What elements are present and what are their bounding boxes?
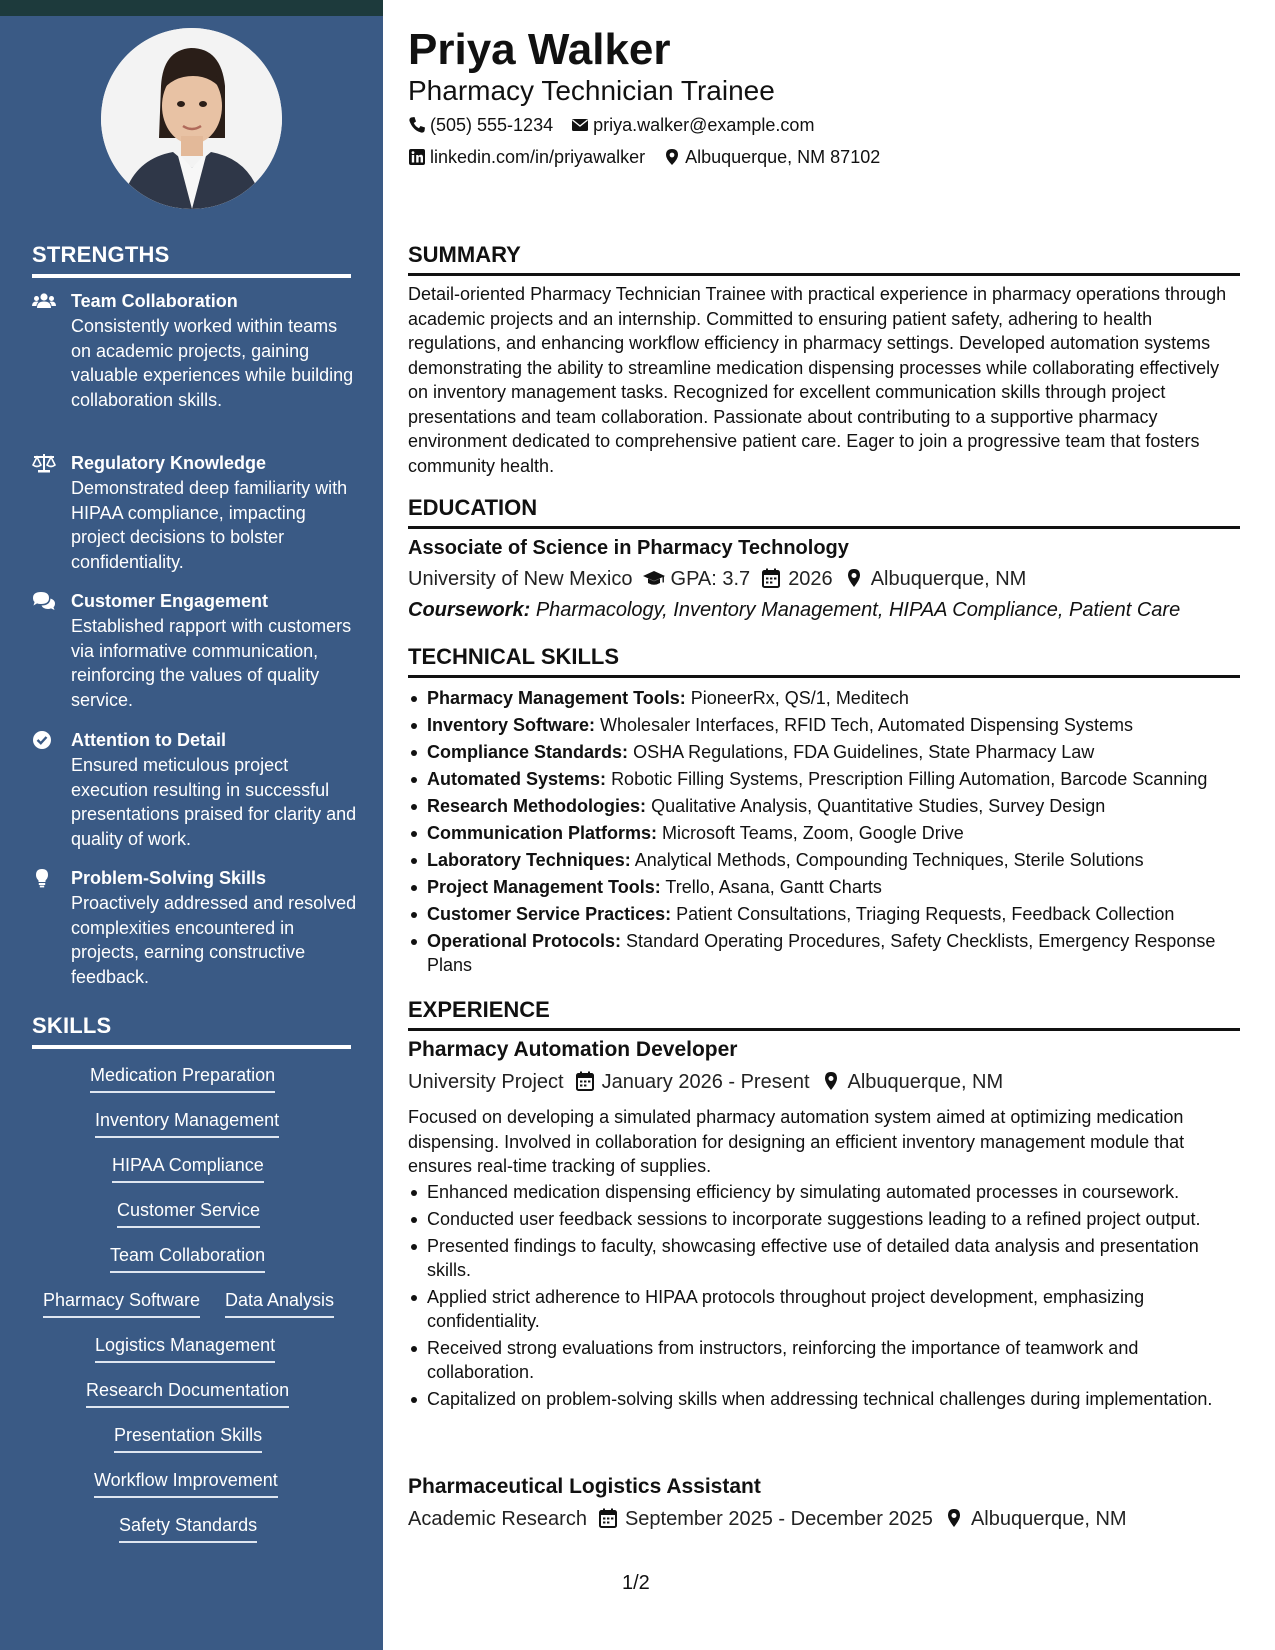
strength-title: Problem-Solving Skills <box>71 868 267 888</box>
summary-text: Detail-oriented Pharmacy Technician Trainee with practical experience in pharmacy operations through academic projects and an internship. Committed to ensuring patient safety, adhering to health regulations, and enhancing workflow efficiency in pharmacy settings. Developed automation systems demonstrating the ability to streamline medication dispensing processes while collaborating effectively on inventory management tasks. Recognized for excellent communication skills through project presentations and team collaboration. Passionate about contributing to a supportive pharmacy environment dedicated to comprehensive patient care. Eager to join a progressive team that fosters community health. <box>408 284 1227 476</box>
scale-icon <box>32 453 56 473</box>
list-item: Applied strict adherence to HIPAA protocols throughout project development, emphasizing confidentiality. <box>408 1285 1240 1333</box>
map-marker-icon <box>843 568 865 588</box>
strength-item <box>32 451 352 572</box>
phone-icon <box>408 116 426 134</box>
envelope-icon <box>571 116 589 134</box>
skill-label: Communication Platforms: <box>427 823 658 843</box>
list-item <box>408 767 1240 791</box>
list-item: Presented findings to faculty, showcasing effective use of detailed data analysis and presentation skills. <box>408 1234 1240 1282</box>
linkedin-icon <box>408 148 426 166</box>
skill-label: Compliance Standards: <box>427 742 629 762</box>
education-heading: EDUCATION <box>408 495 1240 529</box>
job-location: Albuquerque, NM <box>970 1508 1127 1530</box>
school-name: University of New Mexico <box>408 568 633 590</box>
skill-value: Microsoft Teams, Zoom, Google Drive <box>662 823 964 843</box>
candidate-title: Pharmacy Technician Trainee <box>408 75 775 106</box>
job-description: Focused on developing a simulated pharmacy automation system aimed at optimizing medication dispensing. Involved in collaboration for designing an efficient inventory management module that ensures real-time tracking of supplies. <box>408 1107 1185 1176</box>
job-bullets <box>408 1180 1240 1411</box>
map-marker-icon <box>943 1508 965 1528</box>
degree-title: Associate of Science in Pharmacy Technology <box>408 537 849 559</box>
skill-value: Trello, Asana, Gantt Charts <box>665 877 882 897</box>
email-link[interactable]: priya.walker@example.com <box>593 115 815 135</box>
strength-desc: Consistently worked within teams on academic projects, gaining valuable experiences while building collaboration skills. <box>71 316 354 410</box>
skill-tag: Presentation Skills <box>114 1423 262 1453</box>
strength-item <box>32 866 357 987</box>
strength-item <box>32 289 352 419</box>
list-item: Enhanced medication dispensing efficiency by simulating automated processes in coursework. <box>408 1180 1240 1204</box>
job-title: Pharmaceutical Logistics Assistant <box>408 1475 761 1498</box>
check-circle-icon <box>32 730 56 750</box>
coursework-line <box>408 597 1180 623</box>
list-item: Capitalized on problem-solving skills when addressing technical challenges during implementation. <box>408 1387 1240 1411</box>
strength-title: Team Collaboration <box>71 291 238 311</box>
list-item: Conducted user feedback sessions to incorporate suggestions leading to a refined project output. <box>408 1207 1240 1231</box>
strength-title: Regulatory Knowledge <box>71 453 267 473</box>
skill-label: Automated Systems: <box>427 769 607 789</box>
skill-tag: Safety Standards <box>119 1513 257 1543</box>
skill-label: Operational Protocols: <box>427 931 622 951</box>
job-org: Academic Research <box>408 1508 587 1530</box>
education-meta <box>408 566 1026 592</box>
skill-label: Project Management Tools: <box>427 877 661 897</box>
skill-value: Standard Operating Procedures, Safety Checklists, Emergency Response Plans <box>427 931 1216 975</box>
list-item <box>408 875 1240 899</box>
skill-tag: Pharmacy Software <box>43 1288 200 1318</box>
list-item <box>408 713 1240 737</box>
skill-tag: Research Documentation <box>86 1378 289 1408</box>
skill-label: Inventory Software: <box>427 715 596 735</box>
skill-tag: Customer Service <box>117 1198 260 1228</box>
strength-title: Customer Engagement <box>71 591 269 611</box>
skill-tag: Workflow Improvement <box>94 1468 278 1498</box>
list-item <box>408 686 1240 710</box>
coursework-text: Pharmacology, Inventory Management, HIPAA Compliance, Patient Care <box>535 599 1181 621</box>
calendar-icon <box>574 1071 596 1091</box>
linkedin-link[interactable]: linkedin.com/in/priyawalker <box>430 147 646 167</box>
list-item: Received strong evaluations from instructors, reinforcing the importance of teamwork and collaboration. <box>408 1336 1240 1384</box>
list-item <box>408 902 1240 926</box>
skill-value: Patient Consultations, Triaging Requests, Feedback Collection <box>676 904 1175 924</box>
strength-title: Attention to Detail <box>71 730 226 750</box>
location-text: Albuquerque, NM 87102 <box>685 147 881 167</box>
skill-value: Qualitative Analysis, Quantitative Studies, Survey Design <box>651 796 1106 816</box>
page-number: 1/2 <box>622 1572 650 1594</box>
skill-tag: Inventory Management <box>95 1108 279 1138</box>
contact-line <box>408 146 880 168</box>
contact-line <box>408 114 814 136</box>
education-location: Albuquerque, NM <box>870 568 1027 590</box>
profile-photo <box>101 28 282 209</box>
candidate-name: Priya Walker <box>408 25 671 74</box>
coursework-label: Coursework: <box>408 599 531 621</box>
strength-item <box>32 589 352 710</box>
graduation-cap-icon <box>643 568 665 588</box>
job-meta <box>408 1506 1127 1532</box>
lightbulb-icon <box>32 868 56 888</box>
skill-tag: HIPAA Compliance <box>112 1153 264 1183</box>
list-item <box>408 848 1240 872</box>
technical-skills-list <box>408 686 1240 977</box>
phone-text[interactable]: (505) 555-1234 <box>430 115 554 135</box>
gpa-text: GPA: 3.7 <box>670 568 751 590</box>
skill-value: OSHA Regulations, FDA Guidelines, State Pharmacy Law <box>633 742 1095 762</box>
skill-tag: Logistics Management <box>95 1333 275 1363</box>
map-marker-icon <box>820 1071 842 1091</box>
comments-icon <box>32 591 56 611</box>
skills-heading: SKILLS <box>32 1013 351 1049</box>
list-item <box>408 740 1240 764</box>
strength-desc: Ensured meticulous project execution resulting in successful presentations praised for clarity and quality of work. <box>71 755 357 849</box>
experience-heading: EXPERIENCE <box>408 997 1240 1031</box>
skill-tag: Medication Preparation <box>90 1063 275 1093</box>
strength-item <box>32 728 357 849</box>
calendar-icon <box>597 1508 619 1528</box>
sidebar-top-bar <box>0 0 383 16</box>
skill-label: Customer Service Practices: <box>427 904 672 924</box>
list-item <box>408 821 1240 845</box>
strength-desc: Proactively addressed and resolved complexities encountered in projects, earning constructive feedback. <box>71 893 357 987</box>
skill-label: Laboratory Techniques: <box>427 850 631 870</box>
job-dates: September 2025 - December 2025 <box>624 1508 933 1530</box>
skill-value: PioneerRx, QS/1, Meditech <box>690 688 909 708</box>
strengths-heading: STRENGTHS <box>32 242 351 278</box>
skill-tag: Team Collaboration <box>110 1243 265 1273</box>
skill-label: Pharmacy Management Tools: <box>427 688 686 708</box>
strength-desc: Established rapport with customers via informative communication, reinforcing the values of quality service. <box>71 616 352 710</box>
list-item <box>408 929 1240 977</box>
job-location: Albuquerque, NM <box>847 1071 1004 1093</box>
skill-label: Research Methodologies: <box>427 796 647 816</box>
calendar-icon <box>760 568 782 588</box>
technical-skills-heading: TECHNICAL SKILLS <box>408 644 1240 678</box>
job-meta <box>408 1069 1003 1095</box>
skill-value: Analytical Methods, Compounding Techniques, Sterile Solutions <box>634 850 1144 870</box>
list-item <box>408 794 1240 818</box>
sidebar <box>0 0 383 1650</box>
strength-desc: Demonstrated deep familiarity with HIPAA compliance, impacting project decisions to bolster confidentiality. <box>71 478 348 572</box>
graduation-year: 2026 <box>788 568 833 590</box>
map-marker-icon <box>663 148 681 166</box>
skill-value: Wholesaler Interfaces, RFID Tech, Automated Dispensing Systems <box>600 715 1133 735</box>
job-title: Pharmacy Automation Developer <box>408 1038 738 1061</box>
job-dates: January 2026 - Present <box>601 1071 810 1093</box>
job-org: University Project <box>408 1071 564 1093</box>
users-icon <box>32 291 56 311</box>
skill-tag: Data Analysis <box>225 1288 334 1318</box>
skill-value: Robotic Filling Systems, Prescription Filling Automation, Barcode Scanning <box>611 769 1208 789</box>
summary-heading: SUMMARY <box>408 242 1240 276</box>
